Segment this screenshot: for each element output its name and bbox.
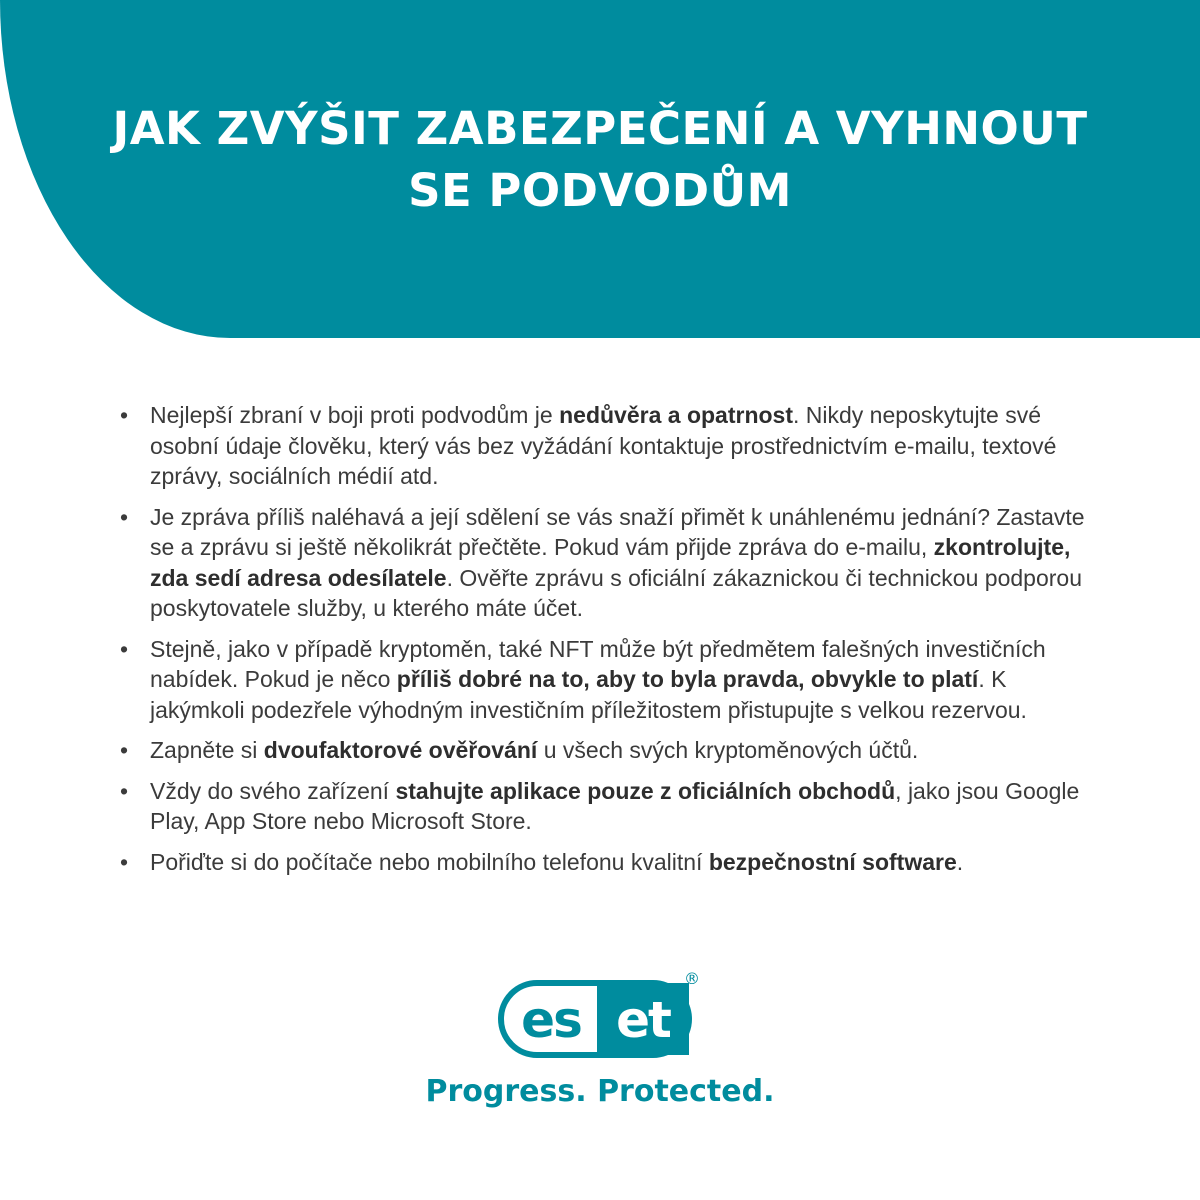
tip-text: . K jakýmkoli podezřele výhodným investičním příležitostem přistupujte s velkou rezervou. <box>150 666 1027 723</box>
bullet-icon: • <box>120 635 129 662</box>
tip-text: Nejlepší zbraní v boji proti podvodům je <box>150 402 560 428</box>
logo-text-es: es <box>521 991 581 1049</box>
list-item <box>118 776 1088 837</box>
emphasis-text: dvoufaktorové ověřování <box>263 737 538 763</box>
tip-text: u všech svých kryptoměnových účtů. <box>537 737 919 763</box>
title-line-2: SE PODVODŮM <box>408 164 792 217</box>
emphasis-text: příliš dobré na to, aby to byla pravda, obvykle to platí <box>396 666 979 692</box>
emphasis-text: stahujte aplikace pouze z oficiálních obchodů <box>395 777 896 804</box>
tip-text: Zapněte si <box>150 737 264 763</box>
emphasis-text: bezpečnostní software <box>708 848 957 875</box>
tip-text: , jako jsou Google Play, App Store nebo Microsoft Store. <box>150 777 1080 834</box>
bullet-icon: • <box>120 848 129 875</box>
page-title <box>60 98 1140 222</box>
tip-text: Je zpráva příliš naléhavá a její sdělení se vás snaží přimět k unáhlenému jednání? Zastavte se a zprávu si ještě několikrát přečtěte. Pokud vám přijde zpráva do e-mailu, <box>150 503 1085 560</box>
list-item <box>118 735 1088 766</box>
registered-mark: ® <box>684 969 700 988</box>
list-item <box>118 502 1088 624</box>
bullet-icon: • <box>120 777 129 804</box>
bullet-icon: • <box>120 737 129 763</box>
tip-text: Vždy do svého zařízení <box>150 777 396 804</box>
tip-text: . Nikdy neposkytujte své osobní údaje člověku, který vás bez vyžádání kontaktuje prostřednictvím e-mailu, textové zprávy, sociálních médií atd. <box>150 402 1057 489</box>
title-line-1: JAK ZVÝŠIT ZABEZPEČENÍ A VYHNOUT <box>112 102 1088 155</box>
list-item <box>118 847 1088 878</box>
tips-list <box>118 400 1088 887</box>
list-item <box>118 634 1088 726</box>
eset-logo <box>498 967 702 1059</box>
header-banner <box>0 0 1200 338</box>
bullet-icon: • <box>120 503 129 530</box>
tip-text: Pořiďte si do počítače nebo mobilního telefonu kvalitní <box>150 848 709 875</box>
tip-text: Stejně, jako v případě kryptoměn, také NFT může být předmětem falešných investičních nabídek. Pokud je něco <box>150 635 1046 692</box>
tip-text: . <box>956 848 964 875</box>
list-item <box>118 400 1088 492</box>
tagline: Progress. Protected. <box>425 1074 775 1109</box>
tip-text: . Ověřte zprávu s oficiální zákaznickou či technickou podporou poskytovatele služby, u kterého máte účet. <box>150 564 1082 621</box>
bullet-icon: • <box>120 402 129 428</box>
eset-logo-icon <box>498 967 702 1059</box>
logo-text-et: et <box>616 991 670 1049</box>
emphasis-text: zkontrolujte, zda sedí adresa odesílatele <box>150 534 1071 591</box>
emphasis-text: nedůvěra a opatrnost <box>559 402 793 428</box>
